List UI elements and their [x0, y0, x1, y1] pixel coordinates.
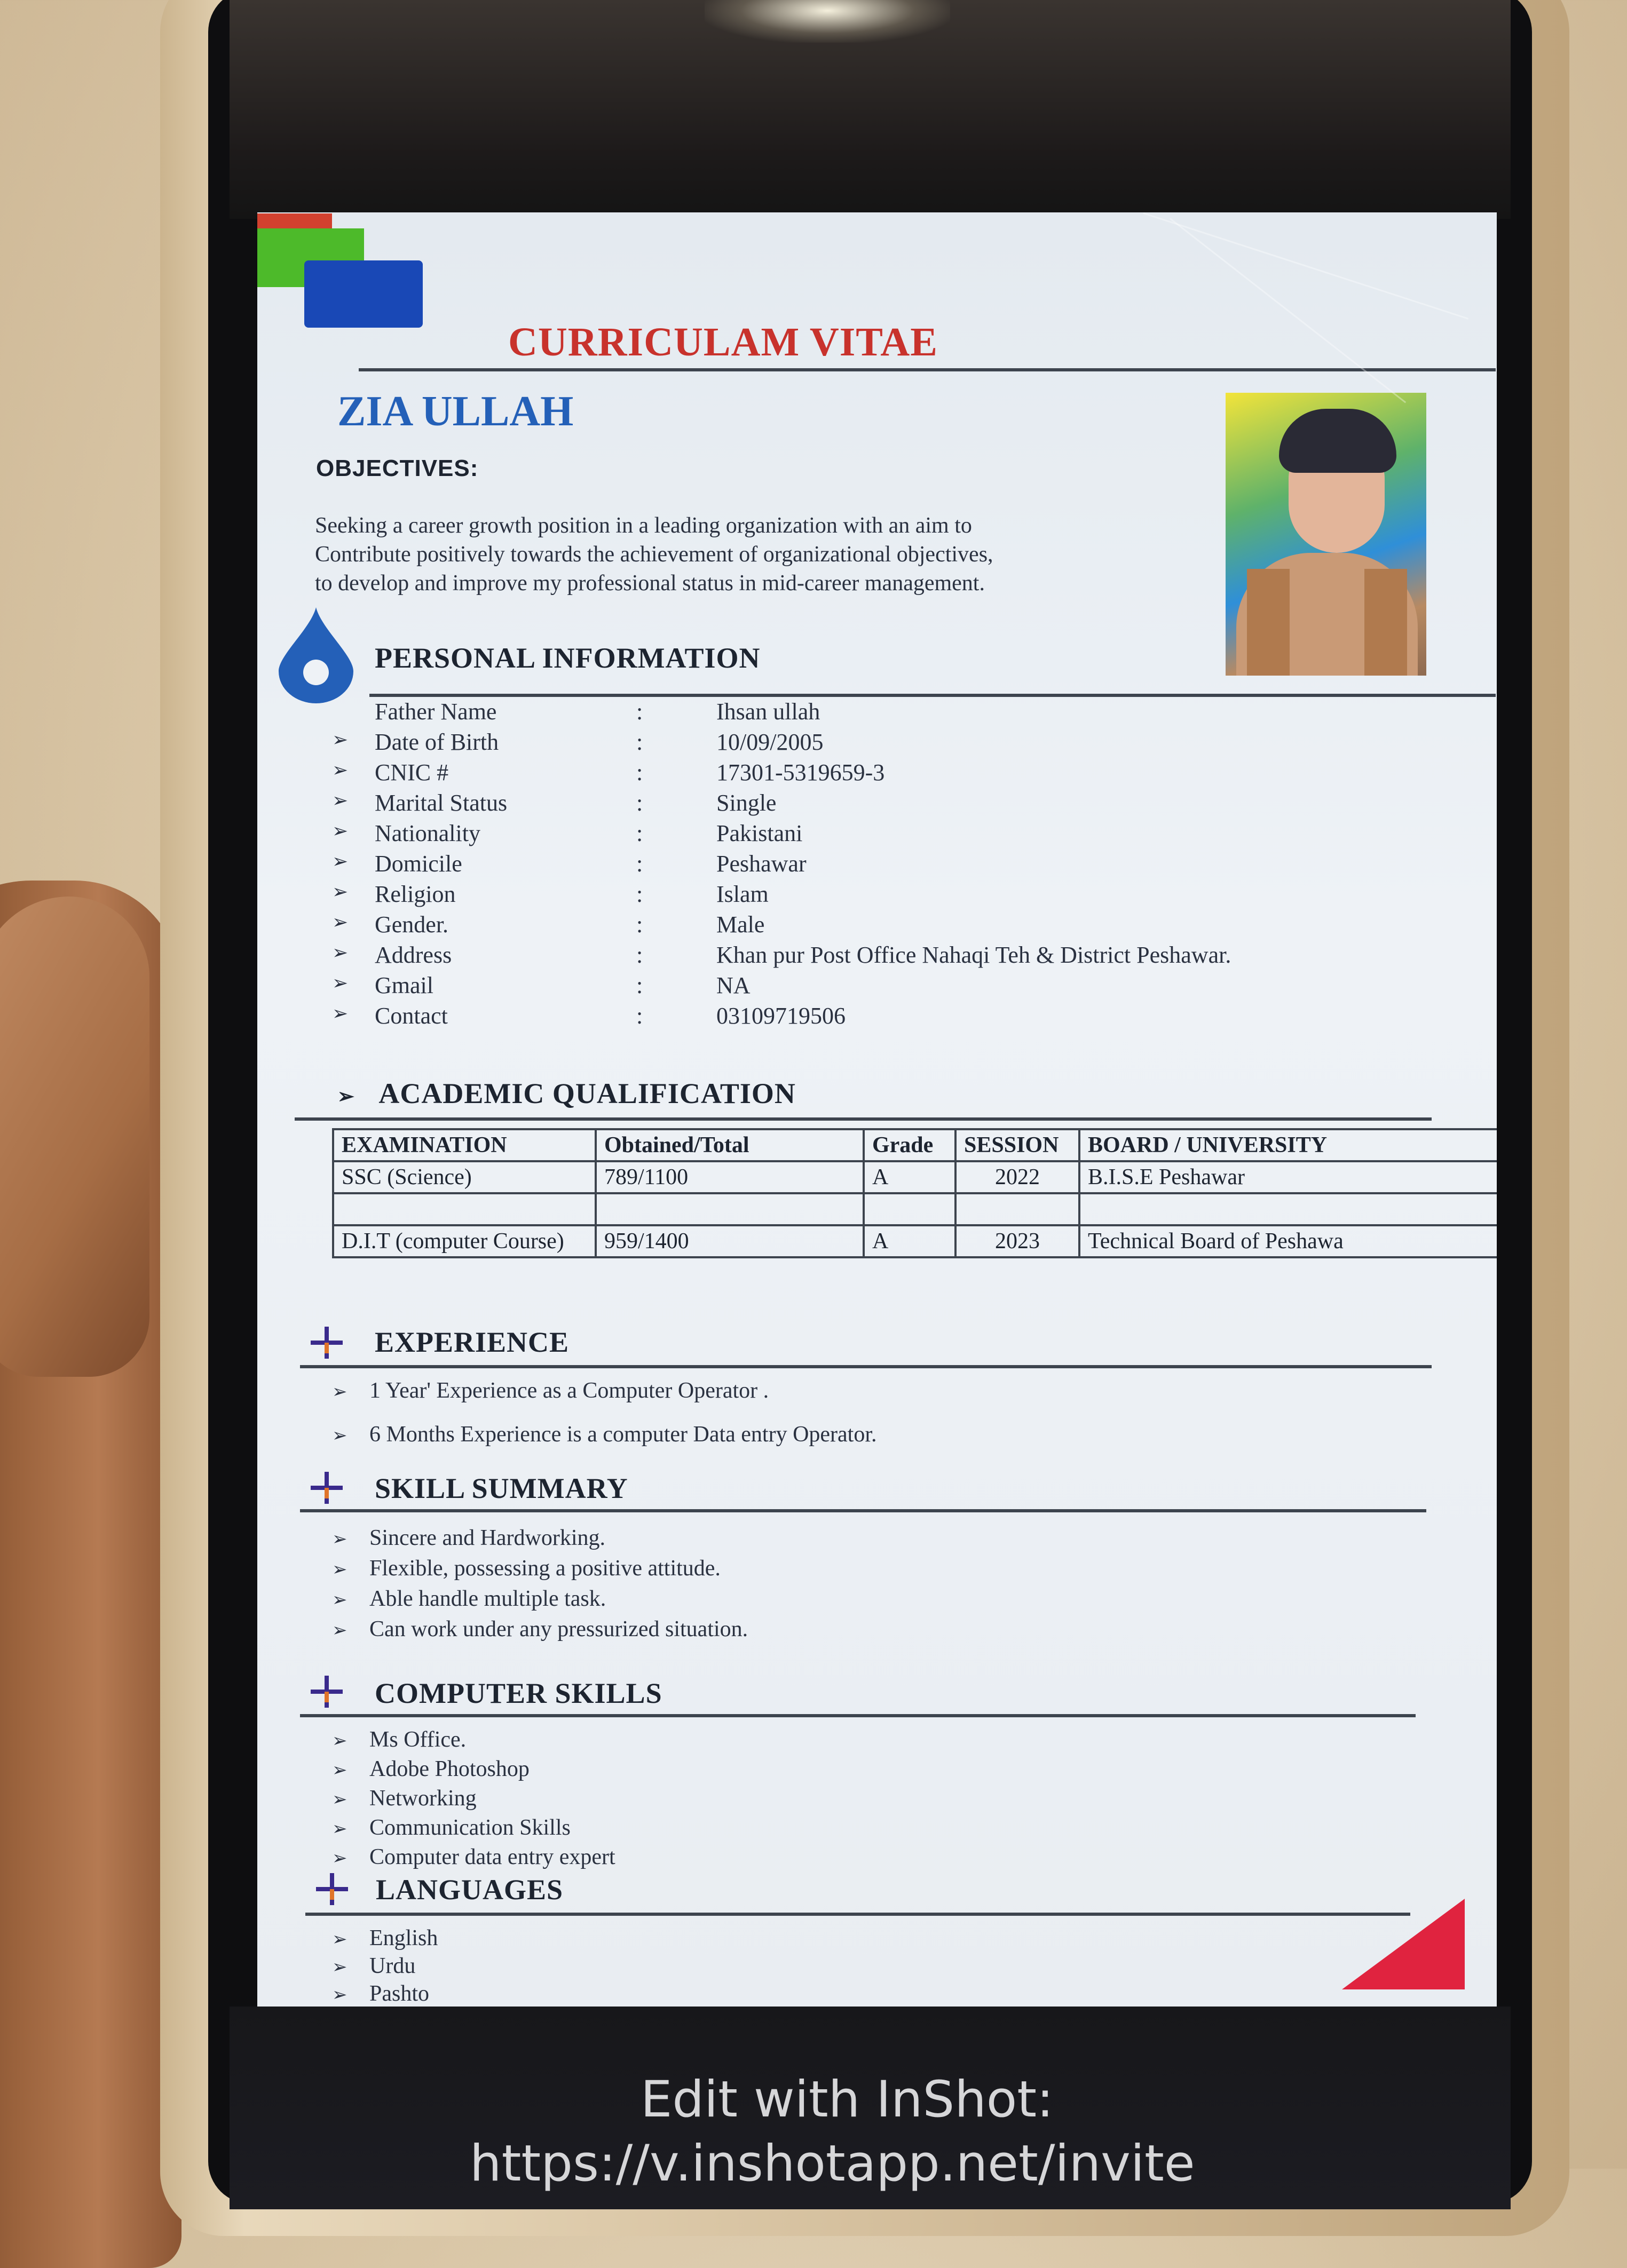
skill-item [332, 1586, 606, 1612]
personal-info-rule [369, 694, 1496, 697]
title-rule [359, 368, 1496, 371]
personal-info-value: Pakistani [716, 820, 803, 846]
bullet-arrow-icon: ➢ [332, 1529, 347, 1549]
bullet-arrow-icon: ➢ [332, 1819, 347, 1839]
personal-info-separator: : [636, 911, 643, 938]
personal-info-separator: : [636, 851, 643, 877]
column-header: Grade [864, 1129, 955, 1161]
academic-rule [295, 1117, 1432, 1121]
personal-info-separator: : [636, 1003, 643, 1029]
column-header: BOARD / UNIVERSITY [1079, 1129, 1497, 1161]
personal-info-label: Domicile [375, 851, 462, 877]
language-item [332, 1925, 438, 1951]
personal-info-label: CNIC # [375, 759, 449, 786]
skill-item [332, 1616, 748, 1642]
skill-item-text: Can work under any pressurized situation. [369, 1617, 748, 1641]
computer-skill-item [332, 1756, 530, 1782]
personal-info-row [316, 972, 1437, 1002]
language-item-text: English [369, 1926, 438, 1950]
personal-info-value: NA [716, 972, 751, 998]
skill-item-text: Flexible, possessing a positive attitude. [369, 1556, 721, 1581]
bullet-arrow-icon: ➢ [332, 1426, 347, 1446]
skill-item-text: Able handle multiple task. [369, 1587, 606, 1611]
corner-decoration-blue [304, 260, 423, 328]
personal-info-separator: : [636, 790, 643, 816]
languages-heading: LANGUAGES [376, 1874, 564, 1906]
bullet-arrow-icon: ➢ [332, 1930, 347, 1949]
academic-heading [337, 1077, 796, 1110]
bullet-arrow-icon: ➢ [332, 759, 349, 781]
objectives-heading: OBJECTIVES: [316, 455, 479, 481]
personal-info-row [316, 789, 1437, 819]
screen-crack [1143, 212, 1469, 320]
bullet-arrow-icon: ➢ [332, 1849, 347, 1868]
personal-info-row [316, 698, 1437, 728]
column-header: Obtained/Total [596, 1129, 864, 1161]
skill-item-text: Sincere and Hardworking. [369, 1526, 606, 1550]
table-cell: Technical Board of Peshawa [1079, 1225, 1497, 1257]
computer-skills-heading: COMPUTER SKILLS [375, 1677, 662, 1709]
academic-table [332, 1128, 1497, 1258]
inshot-link[interactable]: https://v.inshotapp.net/invite [470, 2135, 1195, 2193]
languages-rule [305, 1913, 1410, 1916]
cv-title: CURRICULAM VITAE [508, 320, 938, 364]
computer-skill-item-text: Computer data entry expert [369, 1845, 615, 1869]
personal-info-value: 03109719506 [716, 1003, 846, 1029]
bullet-arrow-icon: ➢ [332, 851, 349, 872]
personal-info-separator: : [636, 942, 643, 968]
personal-info-value: 17301-5319659-3 [716, 759, 885, 786]
bullet-arrow-icon: ➢ [332, 881, 349, 902]
personal-info-label: Marital Status [375, 790, 508, 816]
table-cell: D.I.T (computer Course) [333, 1225, 596, 1257]
personal-info-label: Father Name [375, 699, 497, 725]
bullet-arrow-icon: ➢ [332, 942, 349, 963]
bullet-arrow-icon: ➢ [332, 820, 349, 842]
personal-info-row [316, 881, 1437, 910]
candidate-name: ZIA ULLAH [337, 388, 574, 435]
skill-summary-rule [300, 1509, 1426, 1512]
bullet-arrow-icon: ➢ [332, 729, 349, 750]
computer-skill-item-text: Networking [369, 1786, 477, 1811]
table-row [333, 1161, 1497, 1193]
thumb [0, 897, 149, 1377]
bullet-arrow-icon: ➢ [332, 1003, 349, 1024]
objectives-line: Contribute positively towards the achievement of organizational objectives, [315, 542, 993, 567]
personal-info-value: 10/09/2005 [716, 729, 824, 755]
column-header: EXAMINATION [333, 1129, 596, 1161]
personal-info-label: Nationality [375, 820, 480, 846]
personal-info-row [316, 1002, 1437, 1032]
personal-info-row [316, 911, 1437, 941]
bullet-arrow-icon: ➢ [332, 790, 349, 811]
personal-info-value: Islam [716, 881, 769, 907]
table-cell: 959/1400 [596, 1225, 864, 1257]
personal-info-row [316, 850, 1437, 880]
bullet-arrow-icon: ➢ [332, 1761, 347, 1780]
table-cell [955, 1193, 1079, 1225]
table-cell: 2023 [955, 1225, 1079, 1257]
profile-photo [1226, 393, 1426, 676]
computer-skill-item [332, 1815, 571, 1841]
bullet-arrow-icon: ➢ [332, 1590, 347, 1610]
bullet-arrow-icon: ➢ [332, 911, 349, 933]
skill-summary-heading: SKILL SUMMARY [375, 1472, 628, 1504]
academic-heading-text: ACADEMIC QUALIFICATION [378, 1077, 796, 1109]
section-marker-icon [311, 1472, 343, 1504]
table-row [333, 1193, 1497, 1225]
light-glare [705, 0, 950, 43]
personal-info-label: Gmail [375, 972, 433, 998]
language-item-text: Urdu [369, 1954, 416, 1978]
personal-info-separator: : [636, 699, 643, 725]
computer-skill-item-text: Adobe Photoshop [369, 1757, 530, 1781]
table-cell: A [864, 1225, 955, 1257]
section-marker-icon [311, 1327, 343, 1359]
computer-skill-item [332, 1786, 477, 1811]
table-cell [333, 1193, 596, 1225]
bullet-arrow-icon: ➢ [337, 1085, 355, 1108]
personal-info-separator: : [636, 820, 643, 846]
table-cell: 2022 [955, 1161, 1079, 1193]
computer-skill-item [332, 1844, 615, 1870]
table-cell: B.I.S.E Peshawar [1079, 1161, 1497, 1193]
personal-info-value: Male [716, 911, 765, 938]
table-cell [864, 1193, 955, 1225]
personal-info-separator: : [636, 729, 643, 755]
skill-item [332, 1556, 721, 1581]
screen-crack [1170, 218, 1406, 403]
language-item-text: Pashto [369, 1981, 430, 2006]
personal-info-row [316, 759, 1437, 789]
personal-info-value: Peshawar [716, 851, 807, 877]
personal-info-value: Single [716, 790, 777, 816]
personal-info-label: Contact [375, 1003, 448, 1029]
personal-info-heading: PERSONAL INFORMATION [375, 642, 761, 674]
table-row [333, 1225, 1497, 1257]
experience-rule [300, 1365, 1432, 1368]
bullet-arrow-icon: ➢ [332, 1790, 347, 1810]
bullet-arrow-icon: ➢ [332, 1957, 347, 1977]
personal-info-label: Gender. [375, 911, 449, 938]
bullet-arrow-icon: ➢ [332, 1621, 347, 1640]
inshot-watermark: Edit with InShot: [641, 2071, 1054, 2129]
computer-skill-item-text: Communication Skills [369, 1815, 571, 1840]
experience-item-text: 6 Months Experience is a computer Data entry Operator. [369, 1422, 877, 1447]
personal-info-row [316, 728, 1437, 758]
personal-info-separator: : [636, 972, 643, 998]
experience-item-text: 1 Year' Experience as a Computer Operator . [369, 1378, 769, 1403]
personal-info-separator: : [636, 881, 643, 907]
section-marker-icon [316, 1873, 348, 1905]
skill-item [332, 1525, 605, 1551]
cv-document[interactable] [257, 212, 1497, 2011]
drop-icon [279, 607, 353, 703]
table-cell [1079, 1193, 1497, 1225]
personal-info-row [316, 820, 1437, 850]
computer-skill-item-text: Ms Office. [369, 1727, 467, 1752]
experience-item [332, 1378, 769, 1403]
personal-info-value: Ihsan ullah [716, 699, 820, 725]
personal-info-value: Khan pur Post Office Nahaqi Teh & District Peshawar. [716, 942, 1231, 968]
bullet-arrow-icon: ➢ [332, 1731, 347, 1751]
bullet-arrow-icon: ➢ [332, 1985, 347, 2005]
personal-info-label: Date of Birth [375, 729, 499, 755]
table-cell: A [864, 1161, 955, 1193]
computer-skills-rule [300, 1714, 1416, 1717]
table-cell: SSC (Science) [333, 1161, 596, 1193]
bullet-arrow-icon: ➢ [332, 1560, 347, 1580]
corner-decoration-red [257, 213, 332, 228]
personal-info-row [316, 941, 1437, 971]
table-cell: 789/1100 [596, 1161, 864, 1193]
table-header-row [333, 1129, 1497, 1161]
objectives-text [315, 511, 1196, 598]
experience-heading: EXPERIENCE [375, 1326, 570, 1358]
table-cell [596, 1193, 864, 1225]
bullet-arrow-icon: ➢ [332, 1382, 347, 1402]
experience-item [332, 1422, 877, 1447]
personal-info-label: Religion [375, 881, 456, 907]
column-header: SESSION [955, 1129, 1079, 1161]
language-item [332, 1953, 415, 1979]
objectives-line: to develop and improve my professional status in mid-career management. [315, 571, 985, 596]
computer-skill-item [332, 1727, 466, 1752]
language-item [332, 1981, 429, 2007]
section-marker-icon [311, 1676, 343, 1708]
personal-info-label: Address [375, 942, 452, 968]
personal-info-separator: : [636, 759, 643, 786]
objectives-line: Seeking a career growth position in a leading organization with an aim to [315, 513, 972, 538]
bullet-arrow-icon: ➢ [332, 972, 349, 994]
